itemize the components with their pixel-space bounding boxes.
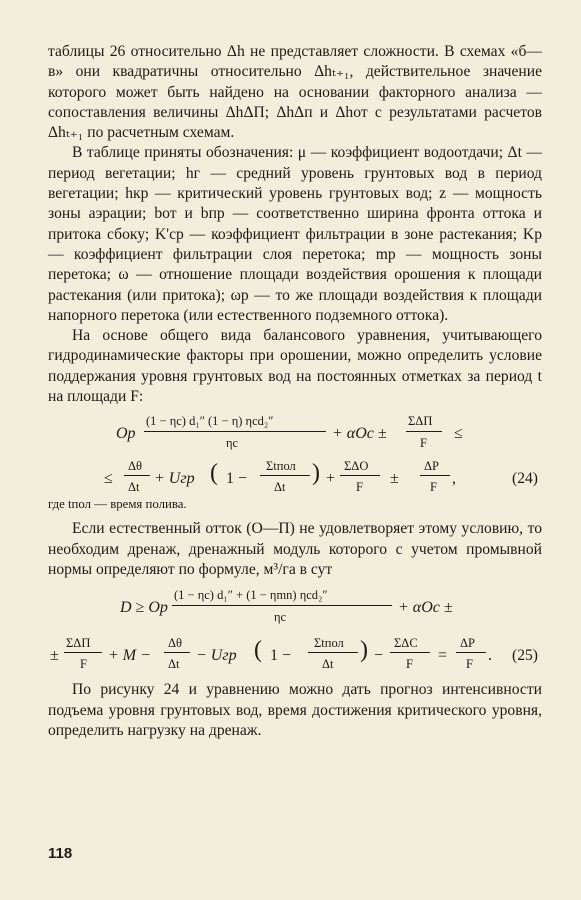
f25-pm: ± (50, 647, 59, 665)
paragraph-3: На основе общего вида балансового уравнения, учитывающего гидродинамические факторы при орошении, можно определить условие поддержания уровня грунтовых вод на постоянных отметках за период t на площади F: (48, 327, 542, 406)
f25-m-part: + M − (108, 647, 151, 665)
f25-dp-bar (456, 652, 486, 653)
f24-so-num: ΣΔO (344, 459, 369, 474)
f24-so-den: F (356, 480, 363, 495)
f24-u-part: + Uгр (154, 470, 195, 488)
f24-denominator: ηс (226, 436, 239, 451)
formula-24 (48, 407, 542, 495)
f24-dtheta-bar (124, 475, 150, 476)
f24-dp-den: F (430, 480, 437, 495)
f25-so-num: ΣΔC (394, 636, 418, 651)
f24-tail: + αOс ± (332, 425, 387, 443)
formula-25 (48, 580, 542, 674)
page-number: 118 (48, 845, 73, 862)
f24-paren-open: ( (210, 460, 218, 487)
f25-one-minus: 1 − (270, 647, 292, 665)
f25-so-den: F (406, 657, 413, 672)
f25-dp-den: F (466, 657, 473, 672)
paragraph-5: По рисунку 24 и уравнению можно дать прогноз интенсивности подъема уровня грунтовых вод, время достижения критического уровня, определить нагрузку на дренаж. (48, 681, 542, 739)
f25-minus: − (374, 647, 384, 665)
f24-one-minus: 1 − (226, 470, 248, 488)
f24-leq: ≤ (454, 425, 463, 443)
f24-paren-close: ) (312, 460, 320, 487)
f24-dp-num: ΔP (424, 459, 439, 474)
f24-tpol-bar (260, 475, 310, 476)
f24-fraction-bar (144, 431, 326, 432)
f25-sum-num: ΣΔП (66, 636, 91, 651)
f25-tpol-den: Δt (322, 657, 334, 672)
f25-eq: = (438, 647, 448, 665)
f25-so-bar (390, 652, 430, 653)
f25-dtheta-bar (164, 652, 190, 653)
f25-sum-den: F (80, 657, 87, 672)
f25-paren-close: ) (360, 637, 368, 664)
f24-comma: , (452, 470, 456, 488)
f24-tpol-den: Δt (274, 480, 286, 495)
f25-dtheta-num: Δθ (168, 636, 183, 651)
f25-number: (25) (512, 647, 538, 665)
body-text (48, 42, 542, 741)
f25-dtheta-den: Δt (168, 657, 180, 672)
f25-denominator: ηс (274, 610, 287, 625)
paragraph-4: Если естественный отток (O—П) не удовлетворяет этому условию, то необходим дренаж, дренажный модуль которого с учетом промывной нормы определяют по формуле, м³/га в сут (48, 520, 542, 578)
paragraph-2: В таблице приняты обозначения: μ — коэффициент водоотдачи; Δt — период вегетации; hг — средний уровень грунтовых вод в период вегетации; hкр — критический уровень грунтовых вод; z — мощность зоны аэрации; bот и bпр — соответственно ширина фронта оттока и притока сбоку; K'ср — коэффициент фильтрации в зоне растекания; Kр — коэффициент фильтрации слоя перетока; mр — мощность зоны перетока; ω — отношение площади воздействия орошения к площади растекания (или притока); ωр — то же площади воздействия к площади напорного перетока (или естественного подземного оттока). (48, 144, 542, 324)
f24-sum-num: ΣΔП (408, 414, 433, 429)
f24-pm: ± (390, 470, 399, 488)
f24-dtheta-den: Δt (128, 480, 140, 495)
f25-tpol-num: Σtпол (314, 636, 344, 651)
f25-tail: + αOс ± (398, 599, 453, 617)
f24-tpol-num: Σtпол (266, 459, 296, 474)
f25-lead: D ≥ Oр (120, 599, 168, 617)
paragraph-1: таблицы 26 относительно Δh не представляет сложности. В схемах «б—в» они квадратичны относительно Δhₜ₊₁, действительное значение которого может быть найдено на основании факторного анализа — сопоставления величины ΔhΔП; ΔhΔп и Δhот с результатами расчетов Δhₜ₊₁ по расчетным схемам. (48, 43, 542, 142)
f25-paren-open: ( (254, 637, 262, 664)
f24-so-bar (340, 475, 380, 476)
f24-dtheta-num: Δθ (128, 459, 143, 474)
f25-u-part: − Uгр (196, 647, 237, 665)
f25-numerator: (1 − ηс) d₁″ + (1 − ηmn) ηсd₂″ (174, 588, 328, 603)
note: где tпол — время полива. (48, 497, 187, 512)
f24-sum-bar (406, 431, 442, 432)
f25-fraction-bar (172, 605, 392, 606)
f24-plus: + (326, 470, 336, 488)
f24-line2-leq: ≤ (104, 470, 113, 488)
f24-dp-bar (420, 475, 450, 476)
f25-tpol-bar (308, 652, 358, 653)
f24-numerator: (1 − ηс) d₁″ (1 − η) ηсd₂″ (146, 414, 274, 429)
f25-sum-bar (64, 652, 102, 653)
f24-number: (24) (512, 470, 538, 488)
f24-sum-den: F (420, 436, 427, 451)
f24-lead: Oр (116, 425, 136, 443)
f25-dot: . (488, 647, 492, 665)
f25-dp-num: ΔP (460, 636, 475, 651)
